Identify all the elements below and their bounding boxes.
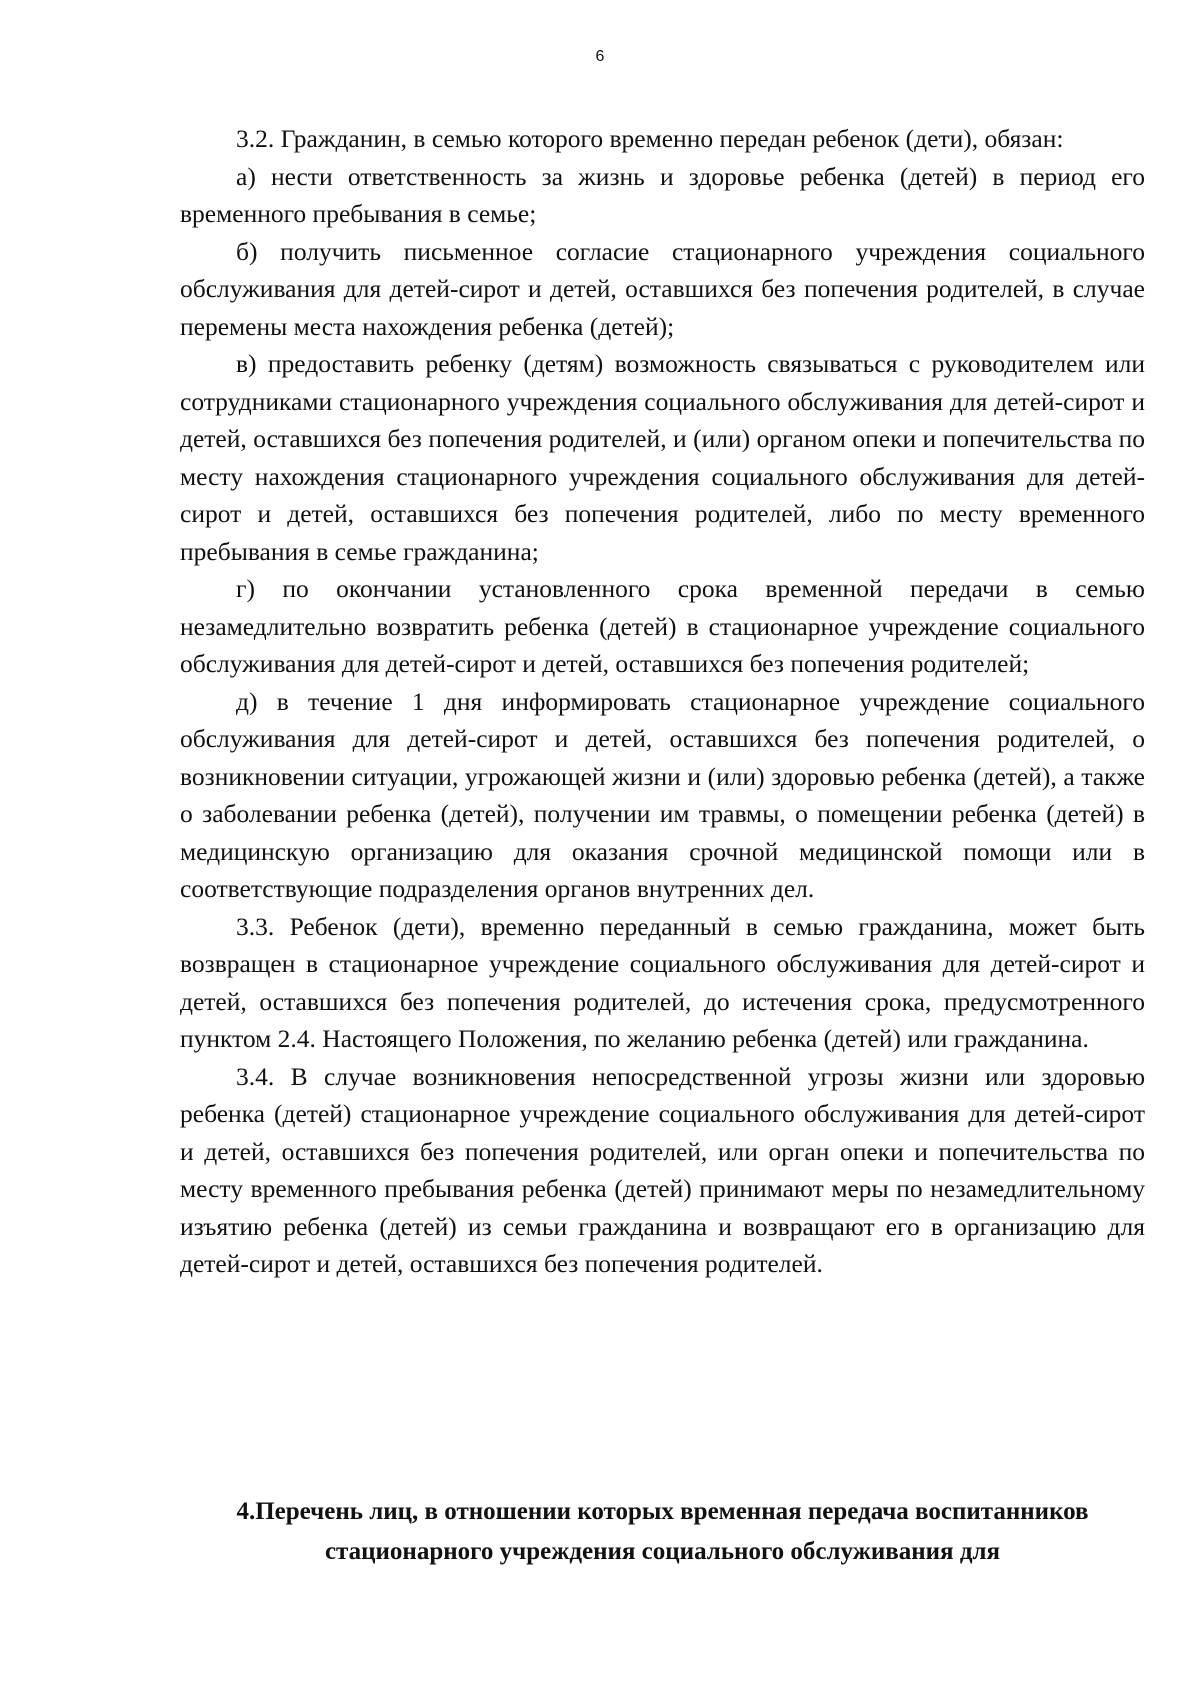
paragraph-3-4: 3.4. В случае возникновения непосредственной угрозы жизни или здоровью ребенка (детей) стационарное учреждение социального обслуживания для детей-сирот и детей, оставшихся без попечения родителей, или орган опеки и попечительства по месту временного пребывания ребенка (детей) принимают меры по незамедлительному изъятию ребенка (детей) из семьи гражданина и возвращают его в организацию для детей-сирот и детей, оставшихся без попечения родителей. [180,1061,1145,1278]
paragraph-3-2-g: г) по окончании установленного срока временной передачи в семью незамедлительно возвратить ребенка (детей) в стационарное учреждение социального обслуживания для детей-сирот и детей, оставшихся без попечения родителей; [180,574,1145,678]
page-number: 6 [595,48,605,65]
paragraph-3-2-d: д) в течение 1 дня информировать стационарное учреждение социального обслуживания для детей-сирот и детей, оставшихся без попечения родителей, о возникновении ситуации, угрожающей жизни и (или) здоровью ребенка (детей), а также о заболевании ребенка (детей), получении им травмы, о помещении ребенка (детей) в медицинскую организацию для оказания срочной медицинской помощи или в соответствующие подразделения органов внутренних дел. [180,686,1145,903]
paragraph-3-2-v: в) предоставить ребенку (детям) возможность связываться с руководителем или сотрудниками стационарного учреждения социального обслуживания для детей-сирот и детей, оставшихся без попечения родителей, и (или) органом опеки и попечительства по месту нахождения стационарного учреждения социального обслуживания для детей-сирот и детей, оставшихся без попечения родителей, либо по месту временного пребывания в семье гражданина; [180,349,1145,566]
paragraph-3-2-b: б) получить письменное согласие стационарного учреждения социального обслуживания для детей-сирот и детей, оставшихся без попечения родителей, в случае перемены места нахождения ребенка (детей); [180,236,1145,341]
document-body [180,120,1145,1283]
section-4-heading: 4.Перечень лиц, в отношении которых временная передача воспитанников стационарного учреждения социального обслуживания для [236,1498,1089,1565]
paragraph-3-2-a: а) нести ответственность за жизнь и здоровье ребенка (детей) в период его временного пребывания в семье; [180,161,1145,228]
paragraph-3-3: 3.3. Ребенок (дети), временно переданный в семью гражданина, может быть возвращен в стационарное учреждение социального обслуживания для детей-сирот и детей, оставшихся без попечения родителей, до истечения срока, предусмотренного пунктом 2.4. Настоящего Положения, по желанию ребенка (детей) или гражданина. [180,911,1145,1053]
paragraph-3-2: 3.2. Гражданин, в семью которого временно передан ребенок (дети), обязан: [236,124,1064,153]
